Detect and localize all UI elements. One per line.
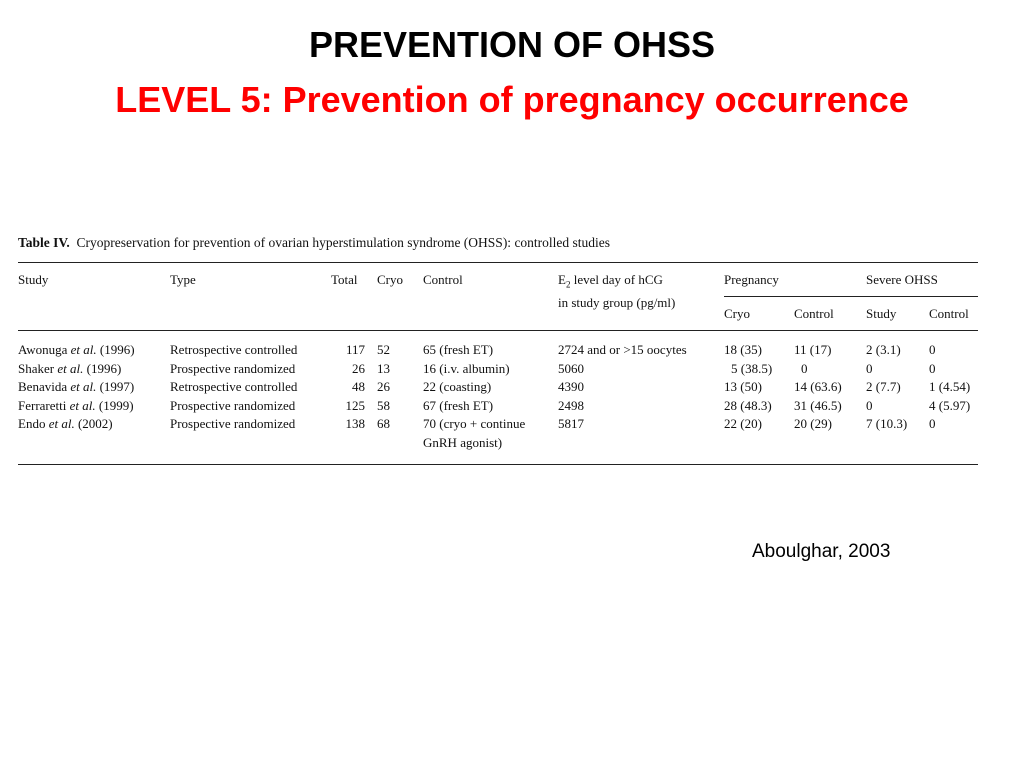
subheader-ohss-study: Study — [866, 297, 929, 331]
cell-preg-cryo: 28 (48.3) — [724, 397, 772, 413]
table-row — [18, 378, 978, 397]
cell-control: 70 (cryo + continue GnRH agonist) — [423, 416, 526, 450]
header-control: Control — [423, 263, 558, 331]
cell-cryo: 52 — [377, 342, 390, 357]
cell-preg-control: 11 (17) — [794, 342, 832, 357]
table-header-row — [18, 263, 978, 297]
cell-type: Prospective randomized — [170, 360, 296, 376]
cell-ohss-study: 2 (3.1) — [866, 342, 901, 357]
citation: Aboulghar, 2003 — [752, 541, 891, 562]
cell-total: 26 — [352, 360, 365, 376]
cell-type: Retrospective controlled — [170, 379, 298, 394]
cell-ohss-control: 0 — [929, 360, 936, 376]
cell-ohss-control: 0 — [929, 342, 936, 357]
header-total: Total — [331, 263, 377, 331]
header-type: Type — [170, 263, 331, 331]
cell-preg-cryo: 18 (35) — [724, 342, 762, 357]
table-row — [18, 360, 978, 379]
cell-type: Prospective randomized — [170, 416, 296, 431]
cell-ohss-study: 0 — [866, 360, 873, 376]
cell-type: Prospective randomized — [170, 397, 296, 413]
cell-cryo: 26 — [377, 379, 390, 394]
cell-preg-cryo: 22 (20) — [724, 416, 762, 431]
header-e2-prefix: E — [558, 272, 566, 287]
table-bottom-rule — [18, 464, 978, 465]
table-row — [18, 331, 978, 360]
cell-preg-control: 14 (63.6) — [794, 379, 842, 394]
ohss-studies-table — [18, 262, 978, 465]
cell-cryo: 68 — [377, 416, 390, 431]
cell-total: 138 — [345, 416, 365, 431]
header-study: Study — [18, 263, 170, 331]
header-pregnancy: Pregnancy — [724, 263, 866, 297]
table-caption — [18, 234, 978, 252]
cell-e2: 4390 — [558, 379, 584, 394]
subheader-ohss-control: Control — [929, 297, 978, 331]
cell-cryo: 58 — [377, 397, 390, 413]
cell-e2: 5060 — [558, 360, 584, 376]
cell-control: 65 (fresh ET) — [423, 342, 494, 357]
cell-study: Benavida et al. (1997) — [18, 379, 135, 394]
cell-ohss-study: 7 (10.3) — [866, 416, 908, 431]
subheader-preg-control: Control — [794, 297, 866, 331]
header-e2-line2: in study group (pg/ml) — [558, 294, 676, 310]
subtitle-prefix: LEVEL 5: — [115, 79, 283, 120]
cell-e2: 5817 — [558, 416, 584, 431]
cell-preg-control: 31 (46.5) — [794, 397, 842, 413]
cell-preg-control: 20 (29) — [794, 416, 832, 431]
table-row — [18, 415, 978, 464]
cell-preg-cryo: 5 (38.5) — [731, 360, 773, 376]
cell-cryo: 13 — [377, 360, 390, 376]
cell-type: Retrospective controlled — [170, 342, 298, 357]
cell-study: Endo et al. (2002) — [18, 416, 113, 431]
subheader-preg-cryo: Cryo — [724, 297, 794, 331]
cell-total: 125 — [345, 397, 365, 413]
cell-ohss-study: 2 (7.7) — [866, 379, 901, 394]
cell-control: 67 (fresh ET) — [423, 397, 494, 413]
cell-preg-control: 0 — [801, 360, 808, 376]
cell-total: 48 — [352, 379, 365, 394]
cell-study: Shaker et al. (1996) — [18, 360, 122, 376]
header-severe-ohss: Severe OHSS — [866, 263, 978, 297]
cell-preg-cryo: 13 (50) — [724, 379, 762, 394]
cell-ohss-study: 0 — [866, 397, 873, 413]
cell-total: 117 — [345, 342, 365, 357]
table-caption-text: Cryopreservation for prevention of ovarian hyperstimulation syndrome (OHSS): controlled studies — [76, 235, 611, 250]
cell-ohss-control: 0 — [929, 416, 936, 431]
cell-ohss-control: 4 (5.97) — [929, 397, 971, 413]
cell-control: 16 (i.v. albumin) — [423, 360, 510, 376]
header-e2-suffix: level day of hCG — [570, 272, 663, 287]
header-e2-level — [558, 263, 724, 331]
subtitle-main: Prevention of pregnancy occurrence — [282, 79, 909, 120]
cell-e2: 2724 and or >15 oocytes — [558, 342, 687, 357]
cell-e2: 2498 — [558, 397, 584, 413]
cell-study: Awonuga et al. (1996) — [18, 342, 135, 357]
slide-subtitle — [0, 78, 1024, 122]
header-cryo: Cryo — [377, 263, 423, 331]
cell-control: 22 (coasting) — [423, 379, 492, 394]
study-table-block — [18, 234, 978, 465]
table-caption-label: Table IV. — [18, 235, 70, 250]
table-row — [18, 397, 978, 416]
cell-study: Ferraretti et al. (1999) — [18, 397, 134, 413]
cell-ohss-control: 1 (4.54) — [929, 379, 971, 394]
header-e2-sub: 2 — [565, 279, 571, 290]
slide-title: PREVENTION OF OHSS — [308, 24, 716, 65]
